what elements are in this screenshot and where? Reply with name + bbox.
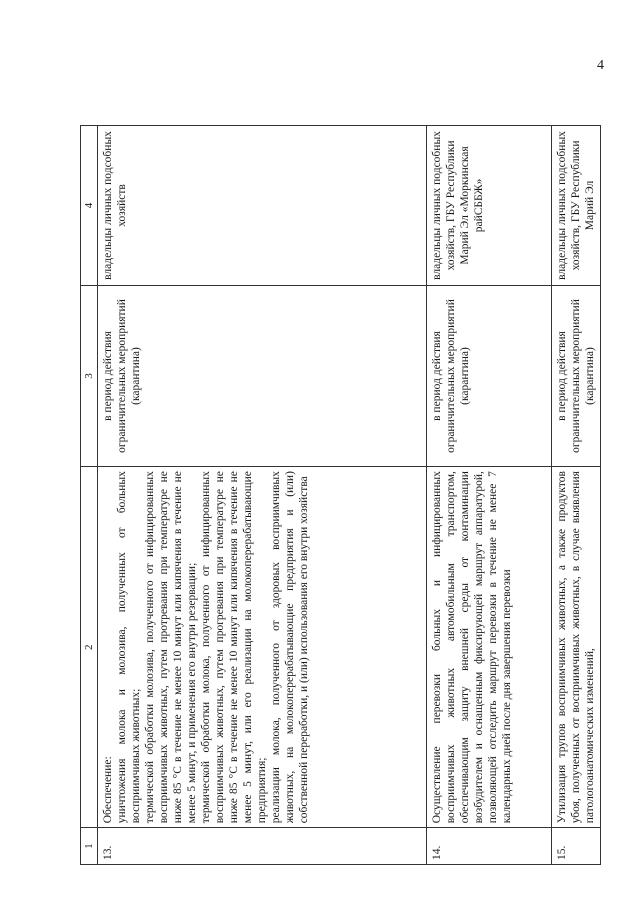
row-number: 14. xyxy=(427,828,552,865)
responsible-cell: владельцы личных подсобных хозяйств, ГБУ Республики Марий Эл «Моркинская райСББЖ» xyxy=(427,126,552,286)
measure-text xyxy=(552,467,601,828)
table-row xyxy=(427,126,552,865)
measure-line: термической обработки молока, полученного от инфицированных восприимчивых животных, путем прогревания при температуре не ниже 85 °С в течение не менее 10 минут или кипячения в течение не менее 5 минут, или его реализации на молокоперерабатывающие предприятия; xyxy=(200,471,268,824)
row-number: 15. xyxy=(552,828,601,865)
header-col-1: 1 xyxy=(81,828,98,865)
table-header-row xyxy=(81,126,98,865)
measures-table xyxy=(80,125,601,865)
table-row xyxy=(98,126,427,865)
period-cell: в период действия ограничительных мероприятий (карантина) xyxy=(552,285,601,466)
period-cell: в период действия ограничительных мероприятий (карантина) xyxy=(427,285,552,466)
header-col-2: 2 xyxy=(81,467,98,828)
measure-line: Утилизация трупов восприимчивых животных, а также продуктов убоя, полученных от восприимчивых животных, в случае выявления патологоанатомических изменений, xyxy=(556,471,596,824)
measure-line: Обеспечение: xyxy=(102,756,114,824)
measure-line: Осуществление перевозки больных и инфицированных восприимчивых животных автомобильным транспортом, обеспечивающим защиту внешней среды от контаминации возбудителем и оснащенным фиксирующей маршрут аппаратурой, позволяющей отследить маршрут перевозки в течение не менее 7 календарных дней после дня завершения перевозки xyxy=(431,471,513,824)
measure-line: термической обработки молозива, полученного от инфицированных восприимчивых животных, путем протревания при температуре не ниже 85 °С в течение не менее 10 минут или кипячения в течение не менее 5 минут, и применения его внутри резервации; xyxy=(144,471,198,824)
measure-text xyxy=(98,467,427,828)
measure-line: реализации молока, полученного от здоровых восприимчивых животных, на молокоперерабатывающие предприятия и (или) собственной переработки, и (или) использования его внутри хозяйства xyxy=(270,471,310,824)
period-cell: в период действия ограничительных мероприятий (карантина) xyxy=(98,285,427,466)
measure-text xyxy=(427,467,552,828)
rotated-table-wrapper xyxy=(80,125,596,865)
row-number: 13. xyxy=(98,828,427,865)
page-number: 4 xyxy=(597,58,604,73)
header-col-3: 3 xyxy=(81,285,98,466)
header-col-4: 4 xyxy=(81,126,98,286)
responsible-cell: владельцы личных подсобных хозяйств, ГБУ Республики Марий Эл xyxy=(552,126,601,286)
table-row xyxy=(552,126,601,865)
measure-line: уничтожения молока и молозива, полученных от больных восприимчивых животных; xyxy=(116,471,142,824)
responsible-cell: владельцы личных подсобных хозяйств xyxy=(98,126,427,286)
